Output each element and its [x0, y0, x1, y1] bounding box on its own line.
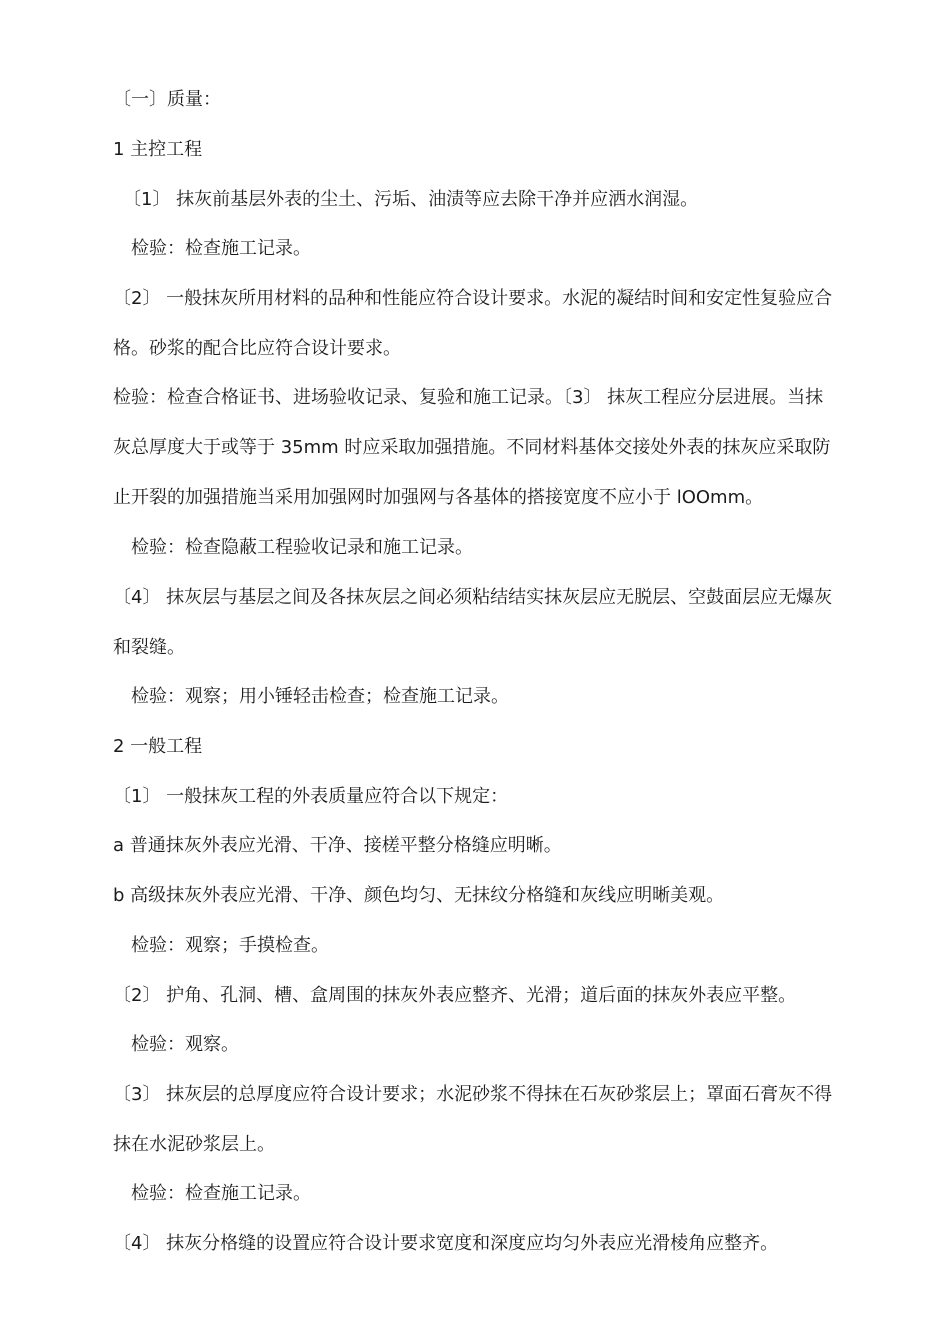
paragraph-continuation: 灰总厚度大于或等于 35mm 时应采取加强措施。不同材料基体交接处外表的抹灰应采取防	[113, 437, 831, 458]
subsection-heading-main: 1 主控工程	[113, 139, 203, 160]
paragraph-continuation: 止开裂的加强措施当采用加强网时加强网与各基体的搭接宽度不应小于 lOOmm。	[113, 487, 764, 508]
paragraph-item-2: 〔2〕 护角、孔洞、槽、盒周围的抹灰外表应整齐、光滑；道后面的抹灰外表应平整。	[113, 985, 797, 1006]
inspection-line: 检验：观察；手摸检查。	[131, 935, 329, 956]
paragraph-item-4: 〔4〕 抹灰层与基层之间及各抹灰层之间必须粘结结实抹灰层应无脱层、空鼓面层应无爆灰	[113, 587, 833, 608]
paragraph-continuation: 抹在水泥砂浆层上。	[113, 1134, 275, 1155]
paragraph-item-1: 〔1〕 抹灰前基层外表的尘土、污垢、油渍等应去除干净并应洒水润湿。	[123, 189, 699, 210]
inspection-line: 检验：检查隐蔽工程验收记录和施工记录。	[131, 537, 473, 558]
inspection-line: 检验：检查施工记录。	[131, 1183, 311, 1204]
list-item-a: a 普通抹灰外表应光滑、干净、接槎平整分格缝应明晰。	[113, 835, 562, 856]
inspection-line: 检验：检查施工记录。	[131, 238, 311, 259]
paragraph-continuation: 格。砂浆的配合比应符合设计要求。	[113, 338, 401, 359]
paragraph-item-2: 〔2〕 一般抹灰所用材料的品种和性能应符合设计要求。水泥的凝结时间和安定性复验应合	[113, 288, 833, 309]
paragraph-continuation: 和裂缝。	[113, 637, 185, 658]
inspection-line: 检验：观察；用小锤轻击检查；检查施工记录。	[131, 686, 509, 707]
section-heading-quality: 〔一〕质量：	[113, 89, 221, 110]
paragraph-item-1: 〔1〕 一般抹灰工程的外表质量应符合以下规定：	[113, 786, 509, 807]
subsection-heading-general: 2 一般工程	[113, 736, 203, 757]
paragraph-item-3: 〔3〕 抹灰层的总厚度应符合设计要求；水泥砂浆不得抹在石灰砂浆层上；罩面石膏灰不得	[113, 1084, 833, 1105]
paragraph-item-4: 〔4〕 抹灰分格缝的设置应符合设计要求宽度和深度应均匀外表应光滑棱角应整齐。	[113, 1233, 779, 1254]
inspection-line: 检验：观察。	[131, 1034, 239, 1055]
paragraph-item-3: 检验：检查合格证书、进场验收记录、复验和施工记录。〔3〕 抹灰工程应分层进展。当抹	[113, 387, 824, 408]
list-item-b: b 高级抹灰外表应光滑、干净、颜色均匀、无抹纹分格缝和灰线应明晰美观。	[113, 885, 725, 906]
